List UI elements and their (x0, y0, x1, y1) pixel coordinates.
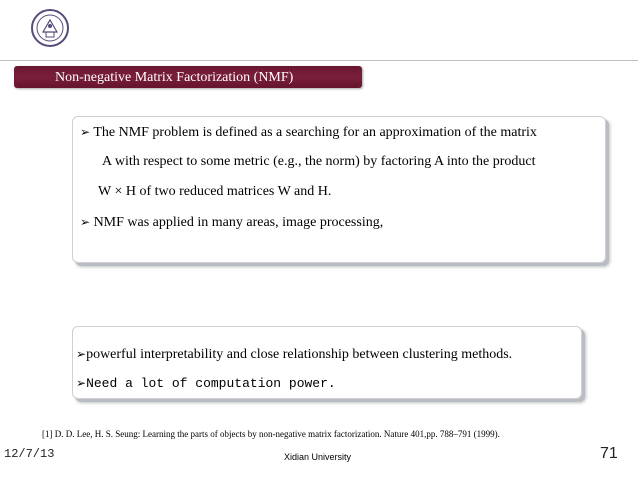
bullet-text: The NMF problem is defined as a searching for an approximation of the matrix (93, 125, 537, 140)
bullet-item (80, 213, 383, 232)
bullet-text: NMF was applied in many areas, image processing, (93, 215, 384, 230)
bullet-text: powerful interpretability and close relationship between clustering methods. (86, 347, 513, 362)
bullet-arrow-icon: ➢ (76, 347, 87, 361)
page-number: 71 (600, 445, 618, 462)
footer-date: 12/7/13 (4, 447, 55, 461)
reference-citation: [1] D. D. Lee, H. S. Seung: Learning the parts of objects by non-negative matrix factorization. Nature 401,pp. 788–791 (1999). (42, 429, 500, 439)
header-divider (0, 60, 638, 61)
slide-title: Non-negative Matrix Factorization (NMF) (55, 70, 294, 85)
bullet-arrow-icon: ➢ (76, 376, 87, 390)
bullet-item (76, 374, 336, 393)
bullet-item (80, 123, 537, 142)
bullet-arrow-icon: ➢ (80, 215, 91, 229)
bullet-arrow-icon: ➢ (80, 125, 91, 139)
university-seal-icon (30, 8, 70, 48)
bullet-item (76, 345, 512, 364)
bullet-continuation: W × H of two reduced matrices W and H. (98, 184, 332, 199)
bullet-text: Need a lot of computation power. (86, 376, 336, 391)
bullet-continuation: A with respect to some metric (e.g., the norm) by factoring A into the product (102, 154, 536, 169)
footer-institution: Xidian University (284, 452, 352, 462)
